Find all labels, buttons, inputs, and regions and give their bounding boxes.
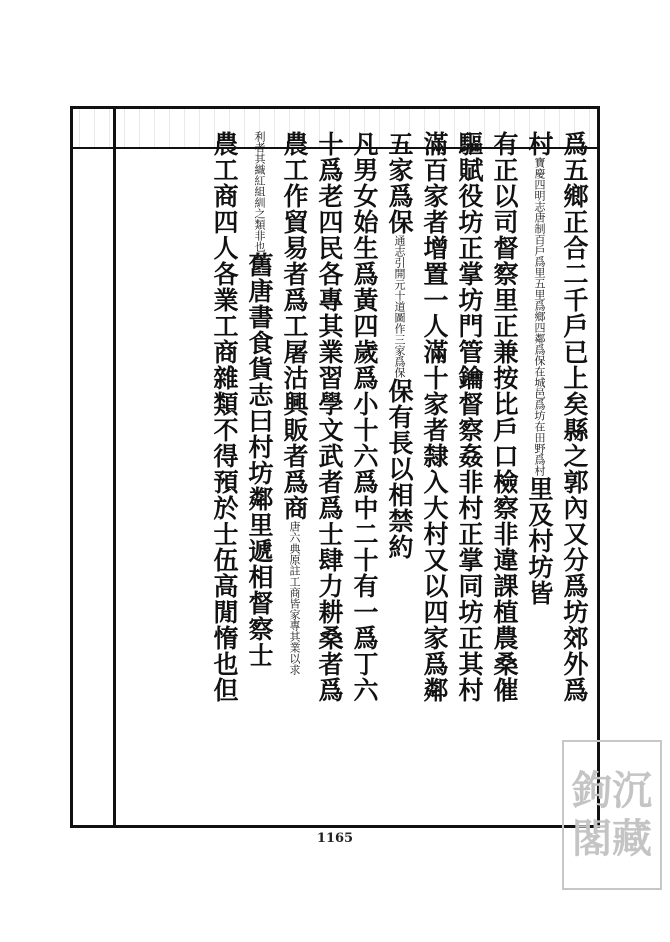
column-text-continued: 里及村坊皆 bbox=[525, 476, 554, 606]
column-text: 五家爲保 bbox=[385, 131, 414, 235]
library-seal-stamp bbox=[562, 740, 662, 890]
text-column-2 bbox=[523, 131, 556, 817]
text-column-11 bbox=[208, 131, 241, 817]
column-text: 爲五鄉正合二千戶已上矣縣之郭內又分爲坊郊外爲 bbox=[560, 131, 589, 703]
text-column-5 bbox=[418, 131, 451, 817]
inline-annotation: 唐六典原註工商皆家專其業以求 bbox=[288, 521, 301, 675]
text-column-4 bbox=[453, 131, 486, 817]
column-text: 有正以司督察里正兼按比戶口檢察非違課植農桑催 bbox=[490, 131, 519, 703]
text-column-3 bbox=[488, 131, 521, 817]
seal-glyphs: 鉤沉 閣藏 bbox=[572, 767, 652, 862]
text-column-1 bbox=[558, 131, 591, 817]
column-text: 驅賦役坊正掌坊門管鑰督察姦非村正掌同坊正其村 bbox=[455, 131, 484, 703]
vertical-text-body bbox=[119, 131, 591, 817]
column-text: 凡男女始生爲黃四歲爲小十六爲中二十有一爲丁六 bbox=[350, 131, 379, 703]
text-column-6 bbox=[383, 131, 416, 817]
column-text: 農工商四人各業工商雜類不得預於士伍高閒惰也但 bbox=[210, 131, 239, 703]
inline-annotation: 利者其織紅組紃之類非也 bbox=[253, 131, 266, 252]
column-text: 滿百家者增置一人滿十家者隸入大村又以四家爲鄰 bbox=[420, 131, 449, 703]
text-column-10 bbox=[243, 131, 276, 817]
column-text-continued: 保有長以相禁約 bbox=[385, 378, 414, 560]
column-text-continued: 舊唐書食貨志曰村坊鄰里遞相督察士 bbox=[245, 252, 274, 668]
inline-annotation: 寶慶四明志唐制百戶爲里五里爲鄉四鄰爲保在城邑爲坊在田野爲村 bbox=[533, 157, 546, 476]
column-text: 村 bbox=[525, 131, 554, 157]
text-column-9 bbox=[278, 131, 311, 817]
column-text: 農工作貿易者爲工屠沽興販者爲商 bbox=[280, 131, 309, 521]
text-column-8 bbox=[313, 131, 346, 817]
book-page bbox=[70, 106, 600, 828]
page-number: 1165 bbox=[316, 831, 354, 846]
left-margin-strip bbox=[73, 109, 116, 825]
text-column-7 bbox=[348, 131, 381, 817]
inline-annotation: 通志引開元十道圖作三家爲保 bbox=[393, 235, 406, 378]
column-text: 十爲老四民各專其業習學文武者爲士肆力耕桑者爲 bbox=[315, 131, 344, 703]
